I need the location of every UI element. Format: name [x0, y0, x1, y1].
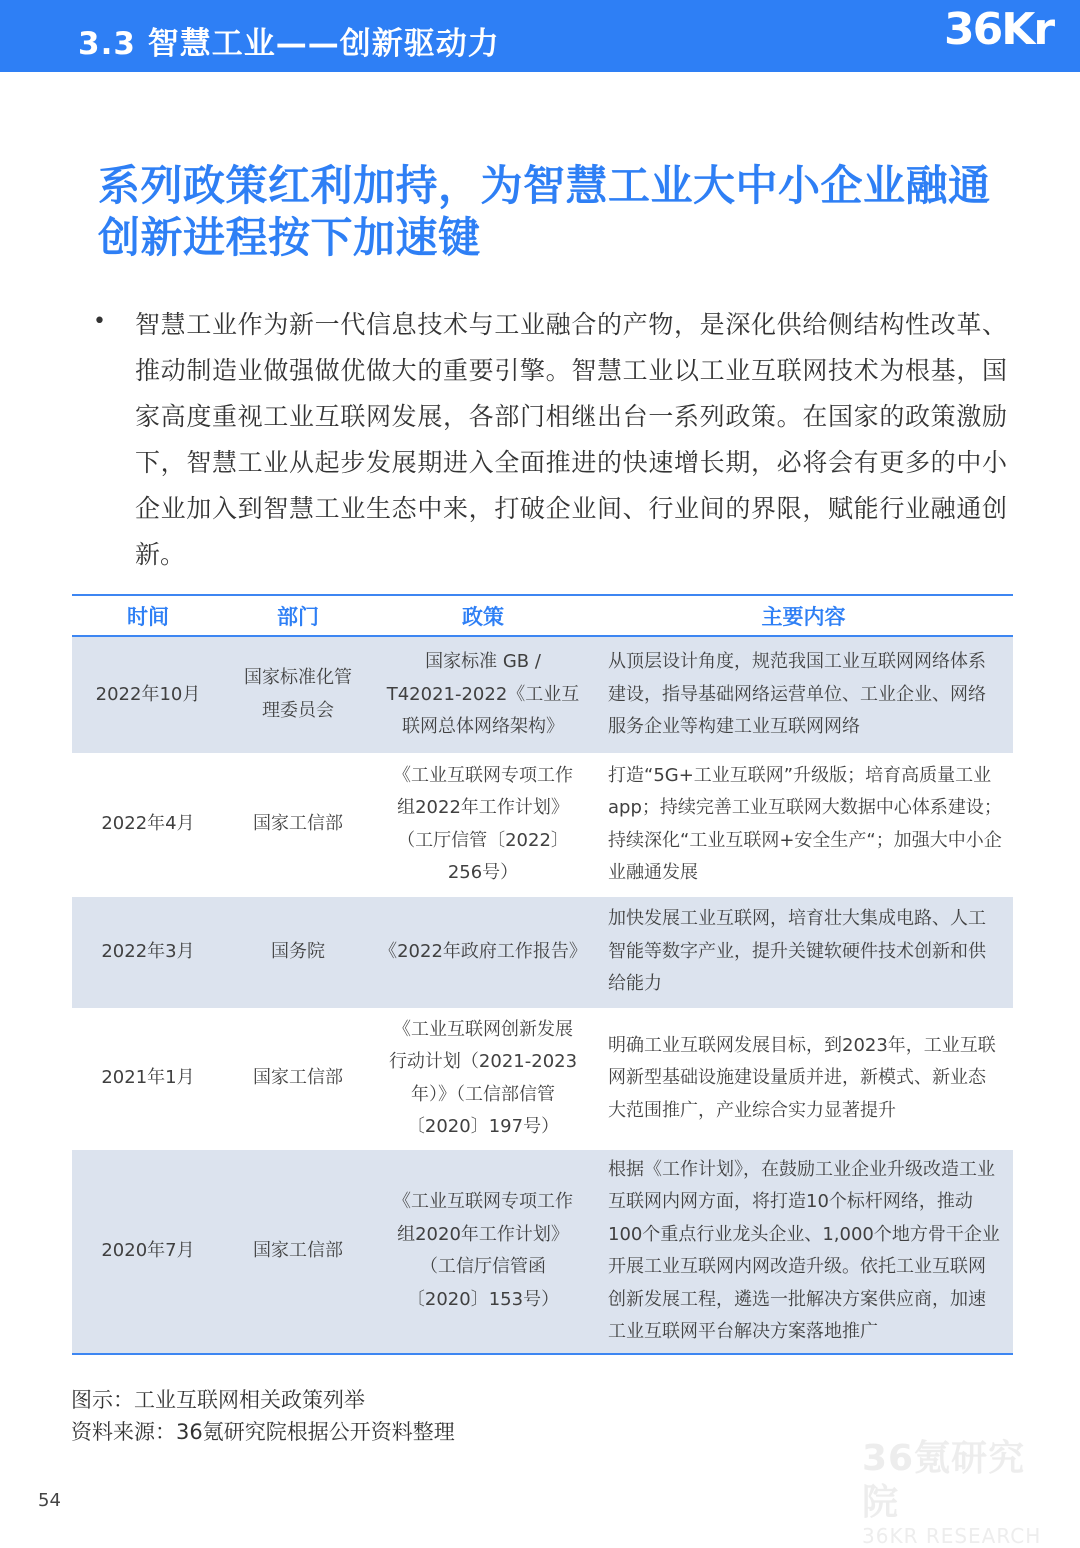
watermark-cn: 36氪研究院	[862, 1438, 1026, 1523]
watermark-en: 36KR RESEARCH	[862, 1524, 1042, 1548]
cell-policy: 《工业互联网创新发展行动计划（2021-2023年）》（工信部信管〔2020〕197号）	[372, 1008, 594, 1149]
figure-caption	[71, 1384, 455, 1448]
section-title: 3.3 智慧工业——创新驱动力	[78, 26, 500, 62]
bullet-icon: •	[93, 309, 106, 334]
cell-time: 2021年1月	[72, 1008, 224, 1149]
cell-content: 根据《工作计划》，在鼓励工业企业升级改造工业互联网内网方面，将打造10个标杆网络，推动100个重点行业龙头企业、1,000个地方骨干企业开展工业互联网内网改造升级。依托工业互联网创新发展工程，遴选一批解决方案供应商，加速工业互联网平台解决方案落地推广	[594, 1149, 1013, 1354]
cell-content: 从顶层设计角度，规范我国工业互联网网络体系建设，指导基础网络运营单位、工业企业、网络服务企业等构建工业互联网网络	[594, 636, 1013, 753]
cell-time: 2020年7月	[72, 1149, 224, 1354]
cell-dept: 国家工信部	[224, 1008, 372, 1149]
cell-time: 2022年3月	[72, 896, 224, 1008]
cell-content: 加快发展工业互联网，培育壮大集成电路、人工智能等数字产业，提升关键软硬件技术创新和供给能力	[594, 896, 1013, 1008]
table-row	[72, 753, 1013, 896]
cell-time: 2022年4月	[72, 753, 224, 896]
cell-time: 2022年10月	[72, 636, 224, 753]
caption-figure: 图示：工业互联网相关政策列举	[71, 1388, 365, 1412]
cell-content: 明确工业互联网发展目标，到2023年，工业互联网新型基础设施建设量质并进，新模式、新业态大范围推广，产业综合实力显著提升	[594, 1008, 1013, 1149]
table-row	[72, 1008, 1013, 1149]
cell-dept: 国务院	[224, 896, 372, 1008]
cell-policy: 《工业互联网专项工作组2020年工作计划》（工信厅信管函〔2020〕153号）	[372, 1149, 594, 1354]
cell-dept: 国家工信部	[224, 1149, 372, 1354]
table-row	[72, 636, 1013, 753]
header-policy: 政策	[372, 595, 594, 636]
logo-text: 36Kr	[944, 4, 1054, 55]
cell-dept: 国家标准化管理委员会	[224, 636, 372, 753]
table-header-row	[72, 595, 1013, 636]
cell-dept: 国家工信部	[224, 753, 372, 896]
header-bar	[0, 0, 1080, 72]
header-time: 时间	[72, 595, 224, 636]
caption-source: 资料来源：36氪研究院根据公开资料整理	[71, 1420, 455, 1444]
watermark	[862, 1437, 1062, 1547]
table-row	[72, 896, 1013, 1008]
header-content: 主要内容	[594, 595, 1013, 636]
page-headline: 系列政策红利加持，为智慧工业大中小企业融通创新进程按下加速键	[98, 161, 991, 262]
header-dept: 部门	[224, 595, 372, 636]
intro-text: 智慧工业作为新一代信息技术与工业融合的产物，是深化供给侧结构性改革、推动制造业做强做优做大的重要引擎。智慧工业以工业互联网技术为根基，国家高度重视工业互联网发展，各部门相继出台一系列政策。在国家的政策激励下，智慧工业从起步发展期进入全面推进的快速增长期，必将会有更多的中小企业加入到智慧工业生态中来，打破企业间、行业间的界限，赋能行业融通创新。	[135, 310, 1007, 569]
page-number: 54	[38, 1490, 61, 1511]
cell-content: 打造“5G+工业互联网”升级版；培育高质量工业app；持续完善工业互联网大数据中心体系建设；持续深化“工业互联网+安全生产“；加强大中小企业融通发展	[594, 753, 1013, 896]
brand-logo	[940, 0, 1080, 72]
cell-policy: 国家标准 GB / T42021-2022《工业互联网总体网络架构》	[372, 636, 594, 753]
table-row	[72, 1149, 1013, 1354]
cell-policy: 《工业互联网专项工作组2022年工作计划》（工厅信管〔2022〕256号）	[372, 753, 594, 896]
policy-table	[72, 594, 1013, 1355]
cell-policy: 《2022年政府工作报告》	[372, 896, 594, 1008]
